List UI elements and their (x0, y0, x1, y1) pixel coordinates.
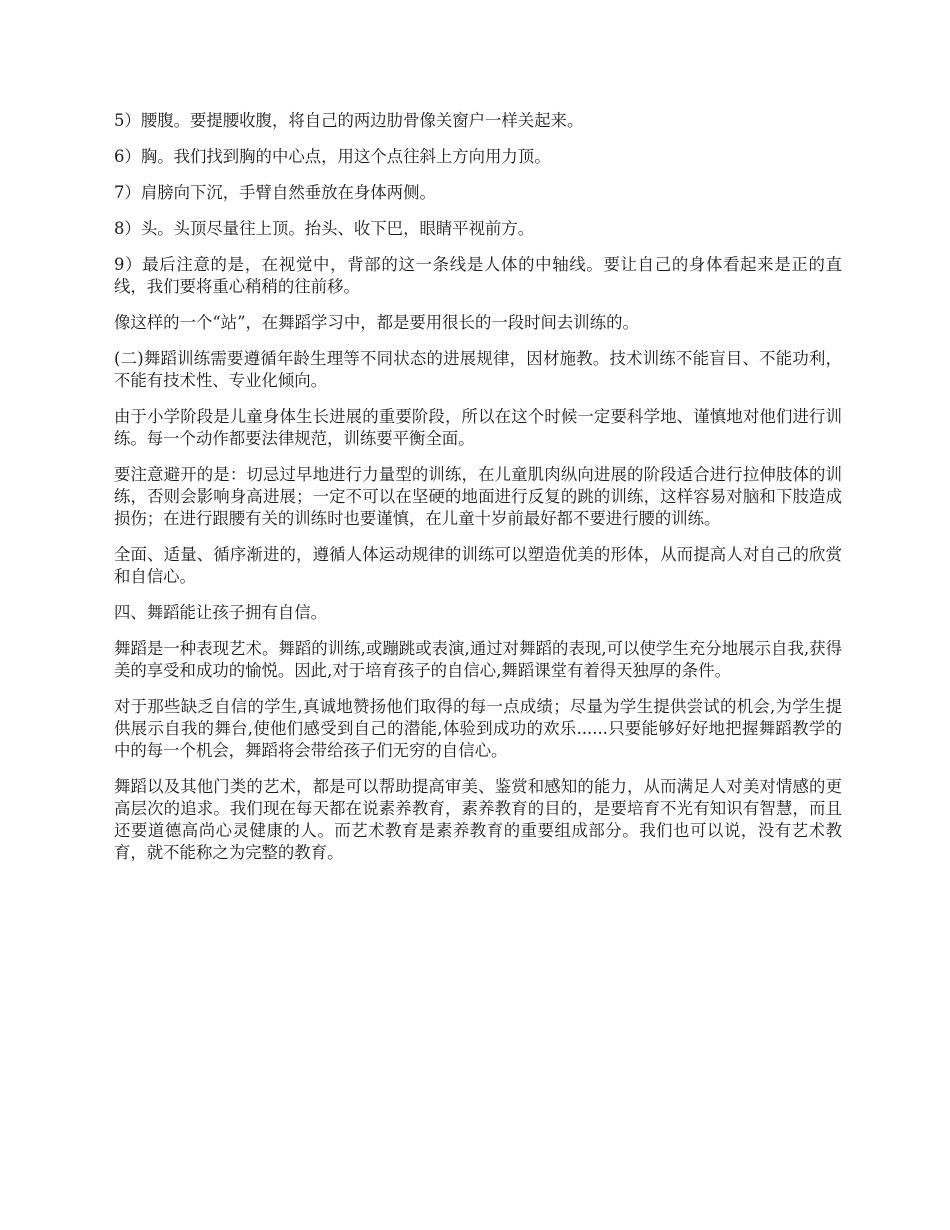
document-body (114, 110, 842, 878)
section-heading-four: 四、舞蹈能让孩子拥有自信。 (114, 603, 328, 622)
paragraph-art-education: 舞蹈以及其他门类的艺术，都是可以帮助提高审美、鉴赏和感知的能力，从而满足人对美对情感的更高层次的追求。我们现在每天都在说素养教育，素养教育的目的，是要培育不光有知识有智慧，而且还要道德高尚心灵健康的人。而艺术教育是素养教育的重要组成部分。我们也可以说，没有艺术教育，就不能称之为完整的教育。 (114, 777, 842, 862)
paragraph-waist-abdomen: 5）腰腹。要提腰收腹，将自己的两边肋骨像关窗户一样关起来。 (114, 111, 584, 130)
paragraph-standing-training: 像这样的一个“站”，在舞蹈学习中，都是要用很长的一段时间去训练的。 (114, 313, 639, 332)
paragraph-head: 8）头。头顶尽量往上顶。抬头、收下巴，眼睛平视前方。 (114, 219, 535, 238)
paragraph-comprehensive-training: 全面、适量、循序渐进的，遵循人体运动规律的训练可以塑造优美的形体，从而提高人对自己的欣赏和自信心。 (114, 545, 842, 586)
paragraph-shoulders: 7）肩膀向下沉，手臂自然垂放在身体两侧。 (114, 183, 436, 202)
paragraph-chest: 6）胸。我们找到胸的中心点，用这个点往斜上方向用力顶。 (114, 147, 551, 166)
paragraph-avoid-notes: 要注意避开的是：切忌过早地进行力量型的训练，在儿童肌肉纵向进展的阶段适合进行拉伸肢体的训练，否则会影响身高进展；一定不可以在坚硬的地面进行反复的跳的训练，这样容易对脑和下肢造成损伤；在进行跟腰有关的训练时也要谨慎，在儿童十岁前最好都不要进行腰的训练。 (114, 465, 842, 528)
paragraph-dance-art: 舞蹈是一种表现艺术。舞蹈的训练,或蹦跳或表演,通过对舞蹈的表现,可以使学生充分地展示自我,获得美的享受和成功的愉悦。因此,对于培育孩子的自信心,舞蹈课堂有着得天独厚的条件。 (114, 639, 842, 680)
paragraph-confidence: 对于那些缺乏自信的学生,真诚地赞扬他们取得的每一点成绩；尽量为学生提供尝试的机会,为学生提供展示自我的舞台,使他们感受到自己的潜能,体验到成功的欢乐......只要能够好好地把握舞蹈教学的中的每一个机会，舞蹈将会带给孩子们无穷的自信心。 (114, 697, 842, 760)
paragraph-section-two: (二)舞蹈训练需要遵循年龄生理等不同状态的进展规律，因材施教。技术训练不能盲目、不能功利，不能有技术性、专业化倾向。 (114, 349, 842, 390)
paragraph-primary-school: 由于小学阶段是儿童身体生长进展的重要阶段，所以在这个时候一定要科学地、谨慎地对他们进行训练。每一个动作都要法律规范，训练要平衡全面。 (114, 407, 842, 448)
paragraph-center-axis: 9）最后注意的是，在视觉中，背部的这一条线是人体的中轴线。要让自己的身体看起来是正的直线，我们要将重心稍稍的往前移。 (114, 255, 842, 296)
